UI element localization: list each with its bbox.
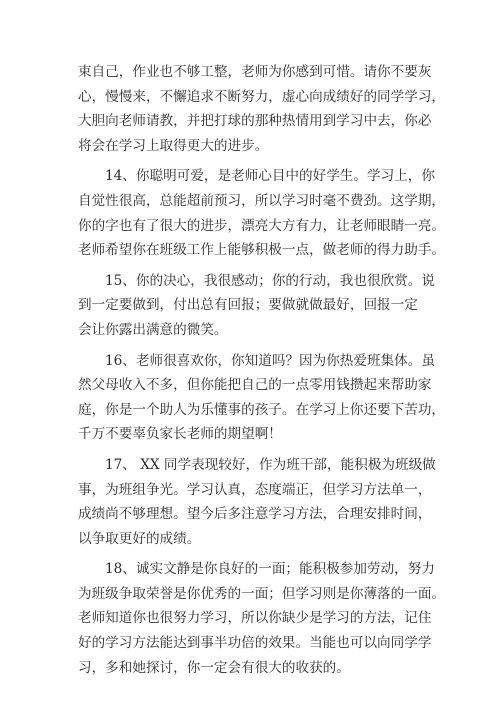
- text-line: 14、你聪明可爱，是老师心目中的好学生。学习上，你: [105, 168, 435, 185]
- paragraph-17: [78, 453, 434, 551]
- text-line: 大胆向老师请教，并把打球的那种热情用到学习中去，你必: [78, 113, 432, 130]
- text-line: 老师希望你在班级工作上能够积极一点，做老师的得力助手。: [78, 242, 446, 259]
- text-line: 将会在学习上取得更大的进步。: [78, 137, 269, 154]
- text-line: 18、诚实文静是你良好的一面；能积极参加劳动，努力: [105, 561, 435, 578]
- text-line: 为班级争取荣誉是你优秀的一面；但学习则是你薄落的一面。: [78, 585, 446, 602]
- text-line: 17、 XX 同学表现较好，作为班干部，能积极为班级做: [105, 456, 436, 473]
- text-line: 16、老师很喜欢你，你知道吗？因为你热爱班集体。虽: [105, 352, 435, 369]
- text-line: 老师知道你也很努力学习，所以你缺少是学习的方法，记住: [78, 610, 432, 627]
- text-line: 成绩尚不够理想。望今后多注意学习方法，合理安排时间，: [78, 506, 432, 523]
- paragraph-continuation: [78, 60, 446, 158]
- document-body: [78, 60, 446, 680]
- text-line: 束自己，作业也不够工整，老师为你感到可惜。请你不要灰: [78, 64, 432, 80]
- paragraph-14: [78, 164, 446, 262]
- paragraph-18: [78, 557, 446, 680]
- text-line: 你的字也有了很大的进步，漂亮大方有力，让老师眼睛一亮。: [78, 217, 446, 234]
- text-line: 千万不要辜负家长老师的期望啊！: [78, 426, 282, 443]
- paragraph-15: [78, 269, 434, 343]
- text-line: 以争取更好的成绩。: [78, 530, 201, 547]
- text-line: 15、你的决心，我很感动；你的行动，我也很欣赏。说: [105, 272, 435, 289]
- text-line: 习，多和她探讨，你一定会有很大的收获的。: [78, 659, 350, 676]
- text-line: 心，慢慢来，不懈追求不断努力，虚心向成绩好的同学学习，: [78, 88, 446, 105]
- text-line: 庭，你是一个助人为乐懂事的孩子。在学习上你还要下苦功，: [78, 401, 446, 418]
- text-line: 事，为班组争光。学习认真，态度端正，但学习方法单一，: [78, 481, 432, 498]
- text-line: 自觉性很高，总能超前预习，所以学习时毫不费劲。这学期，: [78, 192, 446, 209]
- text-line: 到一定要做到，付出总有回报；要做就做最好，回报一定: [78, 297, 418, 314]
- text-line: 好的学习方法能达到事半功倍的效果。当能也可以向同学学: [78, 635, 432, 652]
- text-line: 然父母收入不多，但你能把自己的一点零用钱攒起来帮助家: [78, 377, 432, 394]
- paragraph-16: [78, 349, 446, 447]
- text-line: 会让你露出满意的微笑。: [78, 321, 228, 338]
